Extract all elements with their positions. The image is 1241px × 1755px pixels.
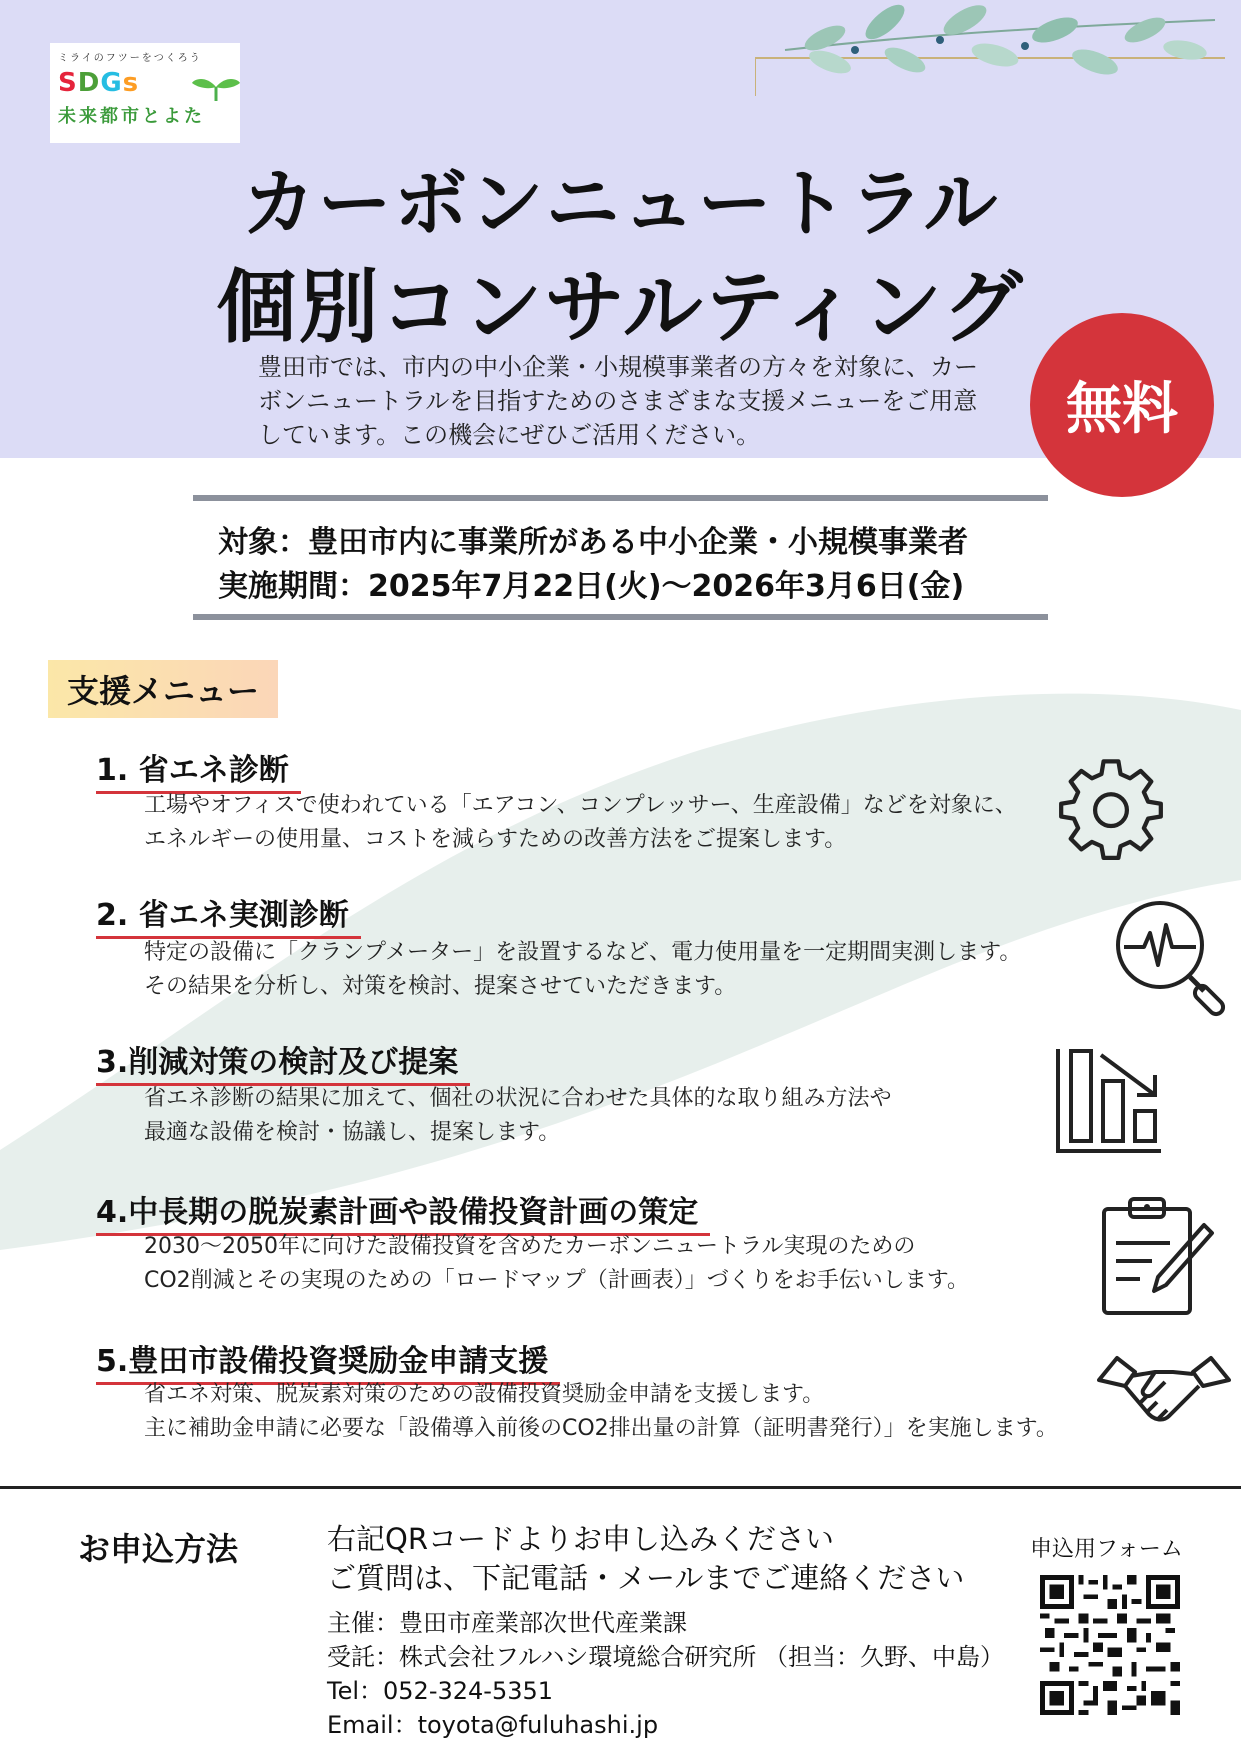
qr-code-icon[interactable] <box>1040 1575 1180 1715</box>
menu-item-desc-2: 特定の設備に「クランプメーター」を設置するなど、電力使用量を一定期間実測します。 その結果を分析し、対策を検討、提案させていただきます。 <box>144 940 1022 999</box>
intro-text: 豊田市では、市内の中小企業・小規模事業者の方々を対象に、カー ボンニュートラルを目指すためのさまざまな支援メニューをご用意 しています。この機会にぜひご活用ください。 <box>258 353 978 449</box>
menu-item-desc-3: 省エネ診断の結果に加えて、個社の状況に合わせた具体的な取り組み方法や 最適な設備を検討・協議し、提案します。 <box>144 1086 892 1145</box>
target-text: 対象：豊田市内に事業所がある中小企業・小規模事業者 <box>218 525 968 560</box>
contractor-text: 受託：株式会社フルハシ環境総合研究所 （担当：久野、中島） <box>327 1643 1004 1671</box>
divider-bottom <box>193 614 1048 620</box>
leaves-decoration-icon <box>755 0 1225 100</box>
menu-item-desc-1: 工場やオフィスで使われている「エアコン、コンプレッサー、生産設備」などを対象に、 エネルギーの使用量、コストを減らすための改善方法をご提案します。 <box>144 793 1017 852</box>
free-badge: 無料 <box>1030 313 1214 497</box>
apply-heading: お申込方法 <box>78 1530 239 1568</box>
email-link[interactable]: Email：toyota@fuluhashi.jp <box>327 1711 659 1739</box>
menu-item-title-2: 2. 省エネ実測診断 <box>96 890 361 939</box>
gear-icon <box>1058 755 1164 861</box>
apply-instruction: 右記QRコードよりお申し込みください <box>327 1522 834 1556</box>
page-title-line2: 個別コンサルティング <box>216 261 1025 354</box>
qr-label: 申込用フォーム <box>1030 1537 1183 1562</box>
handshake-icon <box>1095 1350 1233 1440</box>
logo-city: 未来都市とよた <box>58 106 205 127</box>
menu-item-desc-4: 2030～2050年に向けた設備投資を含めたカーボンニュートラル実現のための CO2削減とその実現のための「ロードマップ（計画表）」づくりをお手伝いします。 <box>144 1234 970 1293</box>
menu-label: 支援メニュー <box>48 660 278 718</box>
organizer-text: 主催：豊田市産業部次世代産業課 <box>327 1609 687 1637</box>
divider-top <box>193 495 1048 501</box>
menu-item-desc-5: 省エネ対策、脱炭素対策のための設備投資奨励金申請を支援します。 主に補助金申請に必要な「設備導入前後のCO2排出量の計算（証明書発行）」を実施します。 <box>144 1382 1058 1441</box>
sdgs-logo <box>50 43 240 143</box>
period-text: 実施期間：2025年7月22日(火)～2026年3月6日(金) <box>218 569 965 604</box>
menu-item-title-5: 5.豊田市設備投資奨励金申請支援 <box>96 1336 560 1385</box>
page-title-line1: カーボンニュートラル <box>241 161 1000 247</box>
apply-question-note: ご質問は、下記電話・メールまでご連絡ください <box>327 1561 965 1595</box>
magnifier-pulse-icon <box>1110 895 1234 1019</box>
menu-item-title-3: 3.削減対策の検討及び提案 <box>96 1037 470 1086</box>
sprout-icon <box>190 73 242 103</box>
footer-divider <box>0 1486 1241 1489</box>
menu-item-title-4: 4.中長期の脱炭素計画や設備投資計画の策定 <box>96 1187 710 1236</box>
bar-chart-down-icon <box>1055 1045 1165 1155</box>
logo-sdgs-text: SDGs <box>58 68 140 98</box>
menu-item-title-1: 1. 省エネ診断 <box>96 745 301 794</box>
tel-text: Tel：052-324-5351 <box>327 1677 554 1705</box>
clipboard-pen-icon <box>1100 1195 1216 1319</box>
logo-tagline: ミライのフツーをつくろう <box>58 53 202 64</box>
